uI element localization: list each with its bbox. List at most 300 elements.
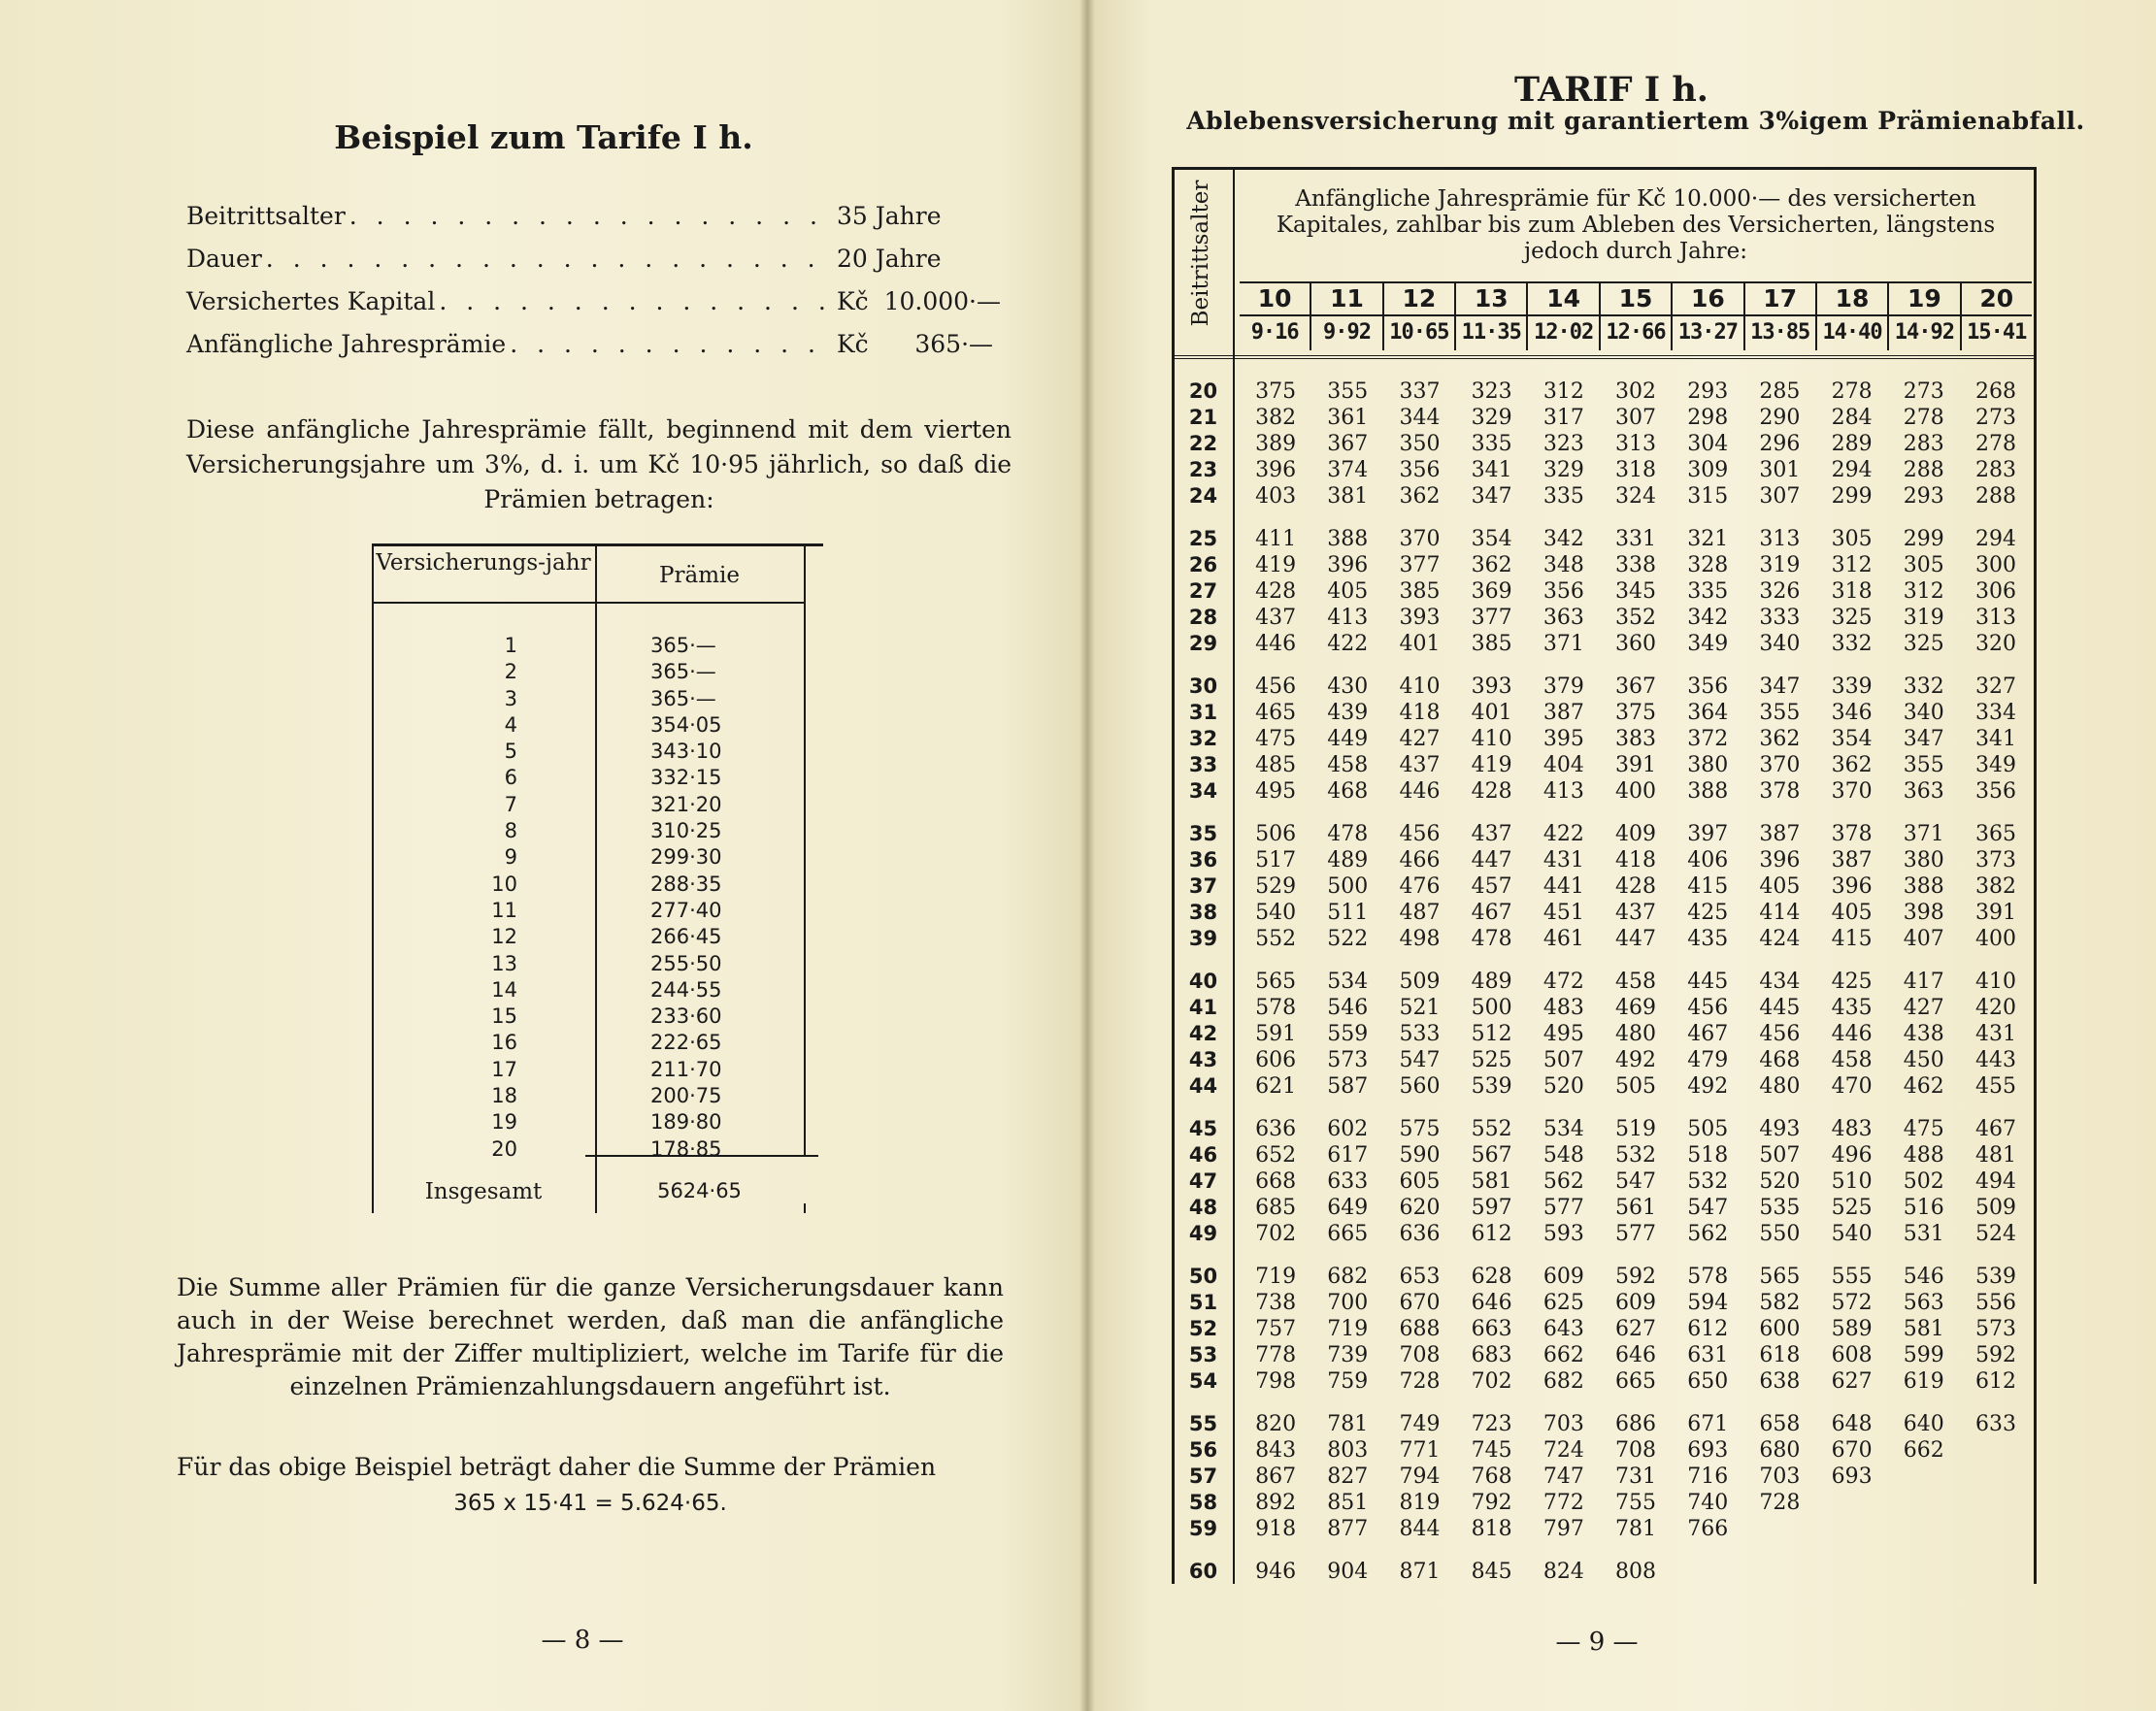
premium-cell: 640 [1903,1412,1944,1436]
premium-cell: 495 [1255,779,1297,804]
tariff-title: TARIF I h. [1514,70,1708,110]
premium-cell: 312 [1831,553,1873,577]
entry-age-cell: 36 [1188,848,1218,872]
premium-cell: 478 [1471,927,1512,951]
premium-cell: 547 [1615,1169,1657,1194]
premium-cell: 649 [1327,1196,1369,1220]
premium-cell: 556 [1974,1291,2016,1315]
premium-cell: 325 [1831,606,1873,630]
premium-cell: 425 [1687,901,1729,925]
premium-cell: 428 [1471,779,1512,804]
premium-cell: 387 [1542,701,1584,725]
entry-age-cell: 52 [1188,1317,1218,1340]
duration-header-cell: 20 [1960,283,2032,314]
premium-cell: 413 [1542,779,1584,804]
premium-cell: 646 [1615,1343,1657,1367]
premium-cells [1235,1047,2032,1073]
entry-age-cell: 54 [1188,1369,1218,1393]
premium-cell: 529 [1255,874,1297,899]
premium-cell: 481 [1974,1143,2016,1168]
entry-age-cell: 24 [1188,484,1218,508]
premium-cell: 546 [1903,1265,1944,1289]
page-number-right: — 9 — [1555,1628,1639,1657]
premium-cell: 283 [1903,432,1944,456]
premium-cell: 332 [1903,675,1944,699]
premium-cell: 273 [1974,406,2016,430]
premium-cell: 498 [1399,927,1441,951]
table-row [1172,1464,2037,1490]
premium-cell: 294 [1974,527,2016,551]
premium-cell: 621 [1255,1074,1297,1099]
premium-cell: 665 [1615,1369,1657,1394]
premium-cell: 283 [1974,458,2016,482]
premium-cell: 555 [1831,1265,1873,1289]
premium-cell: 476 [1399,874,1441,899]
premium-cell: 332 [1831,632,1873,656]
premium-cell: 318 [1831,579,1873,604]
duration-header-cell: 17 [1743,283,1815,314]
premium-cell: 643 [1542,1317,1584,1341]
premium-cell: 612 [1471,1222,1512,1246]
premium-cell: 808 [1615,1560,1657,1584]
premium-cell: 728 [1399,1369,1441,1394]
premium-cell: 347 [1471,484,1512,509]
premium-cell: 355 [1759,701,1801,725]
premium-cell: 361 [1327,406,1369,430]
premium-cell: 312 [1903,579,1944,604]
duration-header-cell: 12 [1382,283,1454,314]
premium-cell: 612 [1974,1369,2016,1394]
premium-cell: 658 [1759,1412,1801,1436]
premium-cell: 401 [1399,632,1441,656]
table-row [1172,700,2037,726]
premium-cell: 420 [1974,996,2016,1020]
premium-cell: 745 [1471,1438,1512,1463]
entry-age-cell: 21 [1188,406,1218,429]
premium-cell: 803 [1327,1438,1369,1463]
premium-cells [1235,1342,2032,1368]
premium-cells [1235,1437,2032,1464]
premium-cell: 612 [1687,1317,1729,1341]
premium-cell: 511 [1327,901,1369,925]
premium-cell: 517 [1255,848,1297,872]
table-row [1172,378,2037,405]
premium-cell: 636 [1255,1117,1297,1141]
schedule-year: 16 [491,1031,517,1055]
example-facts [186,202,1021,373]
premium-cell: 445 [1759,996,1801,1020]
premium-cell: 344 [1399,406,1441,430]
table-row [1172,1021,2037,1047]
premium-cell: 516 [1903,1196,1944,1220]
header-rule [372,602,804,604]
premium-cell: 653 [1399,1265,1441,1289]
schedule-year: 2 [504,660,517,684]
premium-cell: 671 [1687,1412,1729,1436]
premium-cell: 415 [1831,927,1873,951]
premium-cell: 781 [1615,1517,1657,1541]
table-row [1172,847,2037,873]
schedule-premium: 277·40 [650,898,722,922]
premium-cell: 288 [1974,484,2016,509]
premium-cell: 428 [1615,874,1657,899]
premium-cell: 546 [1327,996,1369,1020]
premium-cell: 278 [1903,406,1944,430]
schedule-year: 13 [491,951,517,975]
premium-cell: 405 [1759,874,1801,899]
premium-cell: 405 [1327,579,1369,604]
premium-cell: 427 [1903,996,1944,1020]
schedule-premium: 255·50 [650,951,722,975]
premium-cell: 535 [1759,1196,1801,1220]
premium-cells [1235,431,2032,457]
table-row [1172,752,2037,778]
premium-cell: 349 [1974,753,2016,777]
factor-header-cell: 15·41 [1960,315,2032,350]
premium-cell: 313 [1615,432,1657,456]
total-value: 5624·65 [657,1179,742,1202]
premium-cell: 424 [1759,927,1801,951]
premium-cell [1743,1559,1815,1585]
duration-header-cell: 19 [1887,283,1959,314]
entry-age-cell: 32 [1188,727,1218,750]
premium-cell: 379 [1542,675,1584,699]
premium-cell: 668 [1255,1169,1297,1194]
premium-cell: 618 [1759,1343,1801,1367]
premium-cell: 731 [1615,1464,1657,1489]
premium-cell [1960,1490,2032,1516]
premium-cells [1235,1264,2032,1290]
table-row [1172,1437,2037,1464]
premium-cell: 469 [1615,996,1657,1020]
premium-cell: 410 [1471,727,1512,751]
premium-cell: 693 [1687,1438,1729,1463]
premium-cell: 340 [1903,701,1944,725]
year-column [372,633,595,1163]
header-separator [1172,355,2037,359]
premium-cell: 485 [1255,753,1297,777]
premium-cell: 293 [1903,484,1944,509]
schedule-premium: 244·55 [650,977,722,1002]
factor-header-cell: 12·66 [1599,315,1671,350]
premium-cell: 620 [1399,1196,1441,1220]
premium-cell: 506 [1255,822,1297,846]
schedule-year: 10 [491,872,517,896]
premium-cell: 380 [1903,848,1944,872]
premium-cell: 547 [1399,1048,1441,1072]
premium-cell [1888,1559,1960,1585]
premium-cell: 342 [1542,527,1584,551]
premium-cell: 552 [1255,927,1297,951]
premium-cells [1235,631,2032,657]
duration-header-cell: 15 [1599,283,1671,314]
premium-cell: 461 [1542,927,1584,951]
schedule-premium: 189·80 [650,1110,722,1135]
premium-cell: 662 [1542,1343,1584,1367]
table-row [1172,1516,2037,1542]
premium-cell: 759 [1327,1369,1369,1394]
premium-cell: 387 [1759,822,1801,846]
age-column-header: Beitrittsalter [1188,180,1213,327]
duration-header-cell: 18 [1815,283,1887,314]
premium-cells [1235,457,2032,483]
premium-cell: 437 [1255,606,1297,630]
premium-cells [1235,1290,2032,1316]
premium-cell: 716 [1687,1464,1729,1489]
duration-header-cell: 13 [1454,283,1526,314]
fact-row-capital [186,287,1021,330]
premium-cells [1235,752,2032,778]
premium-cell: 439 [1327,701,1369,725]
premium-cell: 306 [1974,579,2016,604]
premium-cell: 467 [1974,1117,2016,1141]
premium-cell: 578 [1687,1265,1729,1289]
premium-cell: 627 [1615,1317,1657,1341]
premium-cell: 346 [1831,701,1873,725]
schedule-year: 9 [504,845,517,870]
premium-cell: 458 [1831,1048,1873,1072]
premium-cell: 414 [1759,901,1801,925]
table-row [1172,1116,2037,1142]
premium-cells [1235,1316,2032,1342]
factor-header-cell: 13·27 [1671,315,1742,350]
premium-cell: 409 [1615,822,1657,846]
entry-age-cell: 47 [1188,1169,1218,1193]
premium-cell: 578 [1255,996,1297,1020]
tariff-subtitle: Ablebensversicherung mit garantiertem 3%igem Prämienabfall. [1186,107,2085,135]
premium-cell: 693 [1831,1464,1873,1489]
example-sum-paragraph: Für das obige Beispiel beträgt daher die Summe der Prämien [177,1453,937,1481]
schedule-year: 17 [491,1057,517,1081]
example-formula: 365 x 15·41 = 5.624·65. [453,1491,727,1516]
premium-cell: 445 [1687,970,1729,994]
premium-cell: 867 [1255,1464,1297,1489]
premium-cell: 552 [1471,1117,1512,1141]
premium-cell: 507 [1542,1048,1584,1072]
premium-cell [1960,1559,2032,1585]
premium-cell: 422 [1542,822,1584,846]
premium-cell: 363 [1903,779,1944,804]
premium-cell: 296 [1759,432,1801,456]
premium-cell: 827 [1327,1464,1369,1489]
premium-cell: 418 [1399,701,1441,725]
premium-cell: 302 [1615,379,1657,404]
premium-cell: 377 [1471,606,1512,630]
premium-cell: 524 [1974,1222,2016,1246]
premium-cells [1235,995,2032,1021]
entry-age-cell: 44 [1188,1074,1218,1098]
premium-cell: 437 [1399,753,1441,777]
premium-cell: 284 [1831,406,1873,430]
premium-cells [1235,726,2032,752]
premium-cell: 540 [1255,901,1297,925]
premium-cell: 383 [1615,727,1657,751]
factor-header-cell: 14·92 [1887,315,1959,350]
premium-cell: 547 [1687,1196,1729,1220]
premium-cell: 356 [1399,458,1441,482]
premium-cell: 467 [1471,901,1512,925]
premium-cell: 313 [1759,527,1801,551]
entry-age-cell: 29 [1188,632,1218,655]
table-row [1172,900,2037,926]
premium-cell: 371 [1542,632,1584,656]
premium-cell: 818 [1471,1517,1512,1541]
table-top-rule [372,543,823,546]
total-label: Insgesamt [424,1179,543,1204]
entry-age-cell: 49 [1188,1222,1218,1245]
premium-cell: 534 [1327,970,1369,994]
premium-decrease-paragraph: Diese anfängliche Jahresprämie fällt, beginnend mit dem vierten Versicherungsjahre um 3%, d. i. um Kč 10·95 jährlich, so daß die Prämien betragen: [186,415,1012,513]
premium-cell: 405 [1831,901,1873,925]
premium-cells [1235,1221,2032,1247]
column-header-year: Versicherungs-jahr [376,550,591,576]
premium-cell: 447 [1615,927,1657,951]
premium-cell: 317 [1542,406,1584,430]
premium-cell: 650 [1687,1369,1729,1394]
premium-cell: 617 [1327,1143,1369,1168]
premium-cell [1743,1516,1815,1542]
premium-cell: 792 [1471,1491,1512,1515]
table-row [1172,1195,2037,1221]
premium-cell [1960,1516,2032,1542]
premium-cell: 313 [1974,606,2016,630]
premium-cell: 367 [1327,432,1369,456]
premium-cell: 365 [1974,822,2016,846]
table-row [1172,1221,2037,1247]
premium-cell [1888,1464,1960,1490]
table-row [1172,405,2037,431]
premium-cell: 573 [1974,1317,2016,1341]
table-row [1172,995,2037,1021]
premium-cell: 518 [1687,1143,1729,1168]
schedule-year: 14 [491,977,517,1002]
premium-cell: 492 [1687,1074,1729,1099]
premium-cell: 500 [1471,996,1512,1020]
premium-cells [1235,1490,2032,1516]
premium-cell: 435 [1831,996,1873,1020]
fact-value: Kč 10.000·— [837,287,1001,315]
premium-cell: 766 [1687,1517,1729,1541]
premium-cells [1235,821,2032,847]
premium-cell: 347 [1759,675,1801,699]
premium-cell: 728 [1759,1491,1801,1515]
premium-cell: 531 [1903,1222,1944,1246]
premium-cells [1235,378,2032,405]
premium-cell: 567 [1471,1143,1512,1168]
entry-age-cell: 59 [1188,1517,1218,1540]
premium-cell: 348 [1542,553,1584,577]
premium-cells [1235,969,2032,995]
premium-cell: 533 [1399,1022,1441,1046]
premium-cell: 505 [1687,1117,1729,1141]
premium-cell: 468 [1327,779,1369,804]
table-row [1172,1168,2037,1195]
entry-age-cell: 23 [1188,458,1218,481]
premium-cell: 592 [1974,1343,2016,1367]
premium-cell: 427 [1399,727,1441,751]
premium-cells [1235,1021,2032,1047]
page-number-left: — 8 — [541,1626,624,1655]
premium-cell: 525 [1831,1196,1873,1220]
premium-cell: 309 [1687,458,1729,482]
premium-cell: 458 [1327,753,1369,777]
schedule-year: 19 [491,1110,517,1135]
premium-cell: 319 [1903,606,1944,630]
entry-age-cell: 46 [1188,1143,1218,1167]
premium-cell: 794 [1399,1464,1441,1489]
premium-cell: 396 [1759,848,1801,872]
premium-cell: 318 [1615,458,1657,482]
premium-cell: 327 [1974,675,2016,699]
premium-cell: 367 [1615,675,1657,699]
premium-cell: 431 [1542,848,1584,872]
schedule-premium: 200·75 [650,1084,722,1108]
premium-cell: 362 [1831,753,1873,777]
premium-cell: 300 [1974,553,2016,577]
left-page-title: Beispiel zum Tarife I h. [334,118,753,156]
premium-cell: 323 [1542,432,1584,456]
premium-cell: 437 [1471,822,1512,846]
table-row [1172,431,2037,457]
premium-cell: 652 [1255,1143,1297,1168]
entry-age-cell: 43 [1188,1048,1218,1071]
premium-cell: 418 [1615,848,1657,872]
premium-cell: 606 [1255,1048,1297,1072]
premium-cell: 781 [1327,1412,1369,1436]
entry-age-cell: 27 [1188,579,1218,603]
entry-age-cell: 38 [1188,901,1218,924]
schedule-premium: 310·25 [650,819,722,843]
entry-age-cell: 26 [1188,553,1218,576]
premium-column [595,633,804,1163]
premium-cell: 609 [1542,1265,1584,1289]
table-row [1172,1342,2037,1368]
premium-cell: 362 [1471,553,1512,577]
schedule-year: 1 [504,634,517,657]
premium-cell: 456 [1759,1022,1801,1046]
column-header-premium: Prämie [659,563,740,588]
premium-cell: 298 [1687,406,1729,430]
fact-value: Kč 365·— [837,330,994,358]
premium-cell: 273 [1903,379,1944,404]
premium-cell: 458 [1615,970,1657,994]
premium-cell: 377 [1399,553,1441,577]
factor-header-cell: 10·65 [1382,315,1454,350]
premium-cell: 422 [1327,632,1369,656]
premium-cell: 398 [1903,901,1944,925]
entry-age-cell: 57 [1188,1464,1218,1488]
premium-cell: 483 [1542,996,1584,1020]
schedule-premium: 233·60 [650,1004,722,1029]
premium-cell: 378 [1759,779,1801,804]
premium-cell: 321 [1687,527,1729,551]
premium-cell: 364 [1687,701,1729,725]
table-row [1172,605,2037,631]
premium-cell [1888,1516,1960,1542]
premium-cell: 370 [1759,753,1801,777]
entry-age-cell: 51 [1188,1291,1218,1314]
premium-cell: 522 [1327,927,1369,951]
premium-cell: 446 [1831,1022,1873,1046]
premium-cells [1235,873,2032,900]
premium-cell: 417 [1903,970,1944,994]
premium-cell: 593 [1542,1222,1584,1246]
duration-header-cell: 14 [1526,283,1598,314]
premium-cell: 278 [1831,379,1873,404]
table-right-rule-tail [804,1203,806,1213]
premium-cells [1235,847,2032,873]
premium-cell: 520 [1542,1074,1584,1099]
